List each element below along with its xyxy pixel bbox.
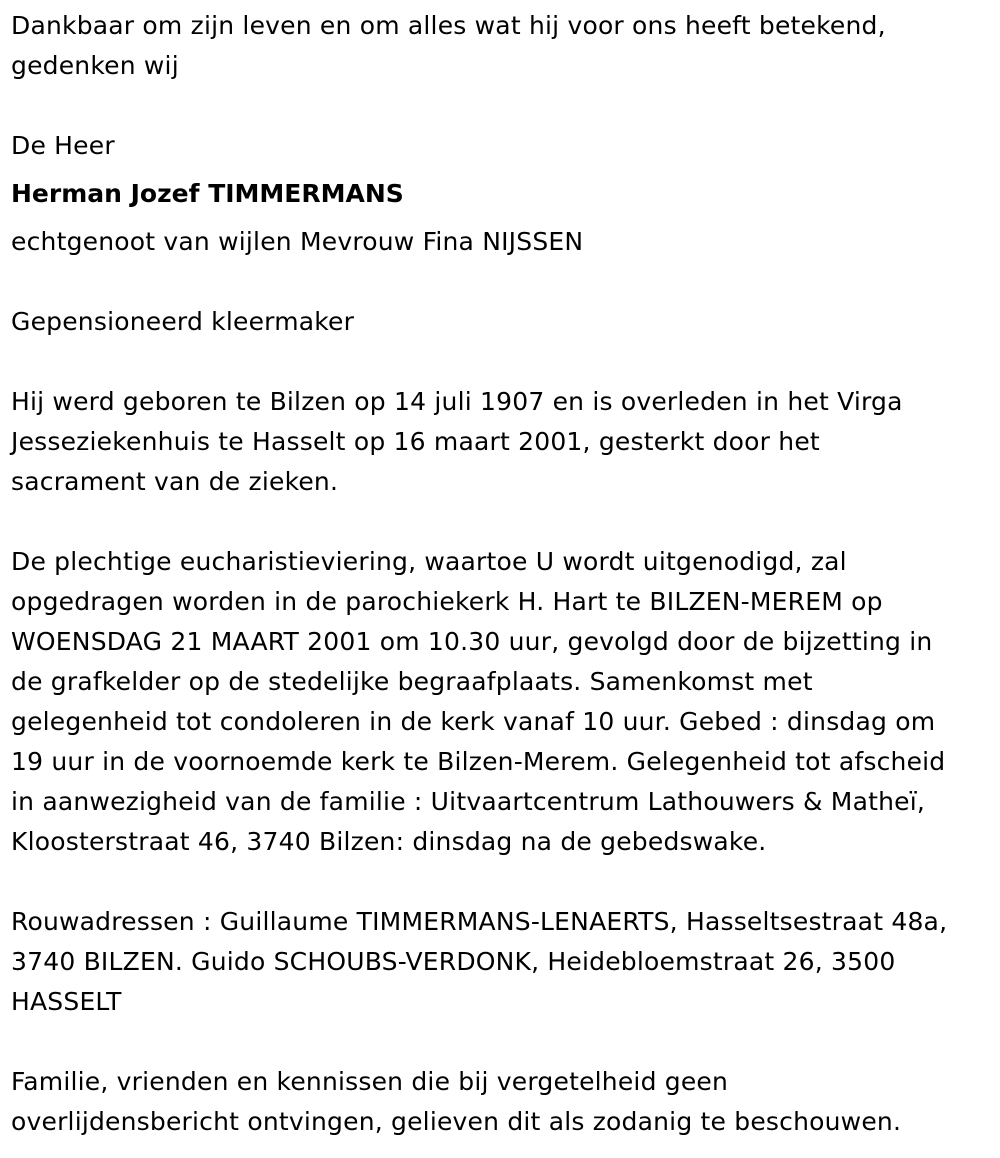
ceremony-line: de grafkelder op de stedelijke begraafplaats. Samenkomst met: [11, 667, 813, 696]
birth-death-paragraph: [11, 382, 996, 502]
ceremony-paragraph: [11, 542, 996, 862]
ceremony-line: in aanwezigheid van de familie : Uitvaartcentrum Lathouwers & Matheï,: [11, 787, 926, 816]
ceremony-line: WOENSDAG 21 MAART 2001 om 10.30 uur, gevolgd door de bijzetting in: [11, 627, 933, 656]
address-line: Rouwadressen : Guillaume TIMMERMANS-LENAERTS, Hasseltsestraat 48a,: [11, 907, 948, 936]
ceremony-line: 19 uur in de voornoemde kerk te Bilzen-Merem. Gelegenheid tot afscheid: [11, 747, 946, 776]
ceremony-line: De plechtige eucharistieviering, waartoe U wordt uitgenodigd, zal: [11, 547, 847, 576]
closing-paragraph: [11, 1062, 996, 1142]
ceremony-line: Kloosterstraat 46, 3740 Bilzen: dinsdag na de gebedswake.: [11, 827, 767, 856]
birth-death-line: sacrament van de zieken.: [11, 467, 339, 496]
deceased-name: Herman Jozef TIMMERMANS: [11, 179, 404, 208]
address-line: 3740 BILZEN. Guido SCHOUBS-VERDONK, Heidebloemstraat 26, 3500: [11, 947, 896, 976]
paragraph-gap: [11, 862, 996, 902]
birth-death-line: Hij werd geboren te Bilzen op 14 juli 1907 en is overleden in het Virga: [11, 387, 903, 416]
paragraph-gap: [11, 262, 996, 302]
occupation-line: Gepensioneerd kleermaker: [11, 307, 355, 336]
paragraph-gap: [11, 342, 996, 382]
paragraph-gap: [11, 86, 996, 126]
birth-death-line: Jesseziekenhuis te Hasselt op 16 maart 2001, gesterkt door het: [11, 427, 820, 456]
intro-paragraph: [11, 6, 996, 86]
closing-line: Familie, vrienden en kennissen die bij vergetelheid geen: [11, 1067, 729, 1096]
paragraph-gap: [11, 502, 996, 542]
addresses-paragraph: [11, 902, 996, 1022]
spouse-line: echtgenoot van wijlen Mevrouw Fina NIJSSEN: [11, 227, 584, 256]
intro-line: Dankbaar om zijn leven en om alles wat hij voor ons heeft betekend,: [11, 11, 886, 40]
honorific-title: De Heer: [11, 131, 115, 160]
closing-line: overlijdensbericht ontvingen, gelieven dit als zodanig te beschouwen.: [11, 1107, 902, 1136]
intro-line: gedenken wij: [11, 51, 179, 80]
address-line: HASSELT: [11, 987, 122, 1016]
ceremony-line: opgedragen worden in de parochiekerk H. Hart te BILZEN-MEREM op: [11, 587, 883, 616]
obituary-document: [11, 6, 996, 1142]
ceremony-line: gelegenheid tot condoleren in de kerk vanaf 10 uur. Gebed : dinsdag om: [11, 707, 936, 736]
paragraph-gap: [11, 1022, 996, 1062]
